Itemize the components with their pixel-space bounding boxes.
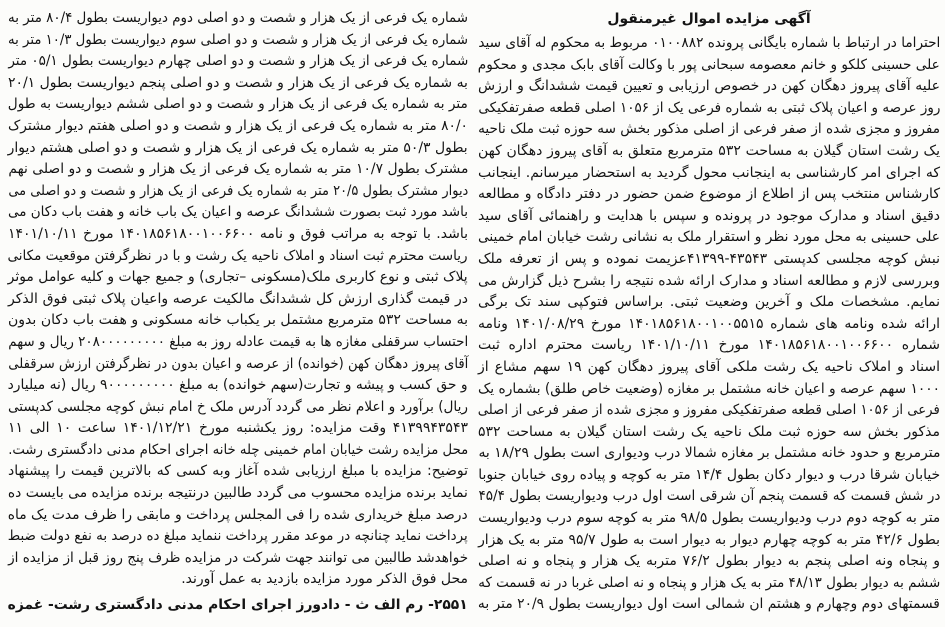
text-line: آقای پیروز دهگان کهن (خوانده) از عرصه و اعیان بدون در نظرگرفتن ارزش سرقفلی bbox=[8, 355, 468, 372]
text-line: احتساب سرقفلی مغازه ها به قیمت عادله روز به مبلغ ۲۰۸۰۰۰۰۰۰۰۰۰ ریال و سهم bbox=[8, 333, 468, 350]
text-line: نمایم. مشخصات ملک و آخرین وضعیت ثبتی. براساس فتوکپی سند تک برگی bbox=[478, 294, 940, 311]
text-line: مترمربع و حدود خانه مشتمل بر مغازه شمالا درب ودیواری است بطول ۱۸/۲۹ به bbox=[478, 445, 940, 462]
text-line: دیوار مشترک بطول ۲۰/۵ متر به شماره یک فرعی از یک هزار و شصت و دو اصلی می bbox=[8, 182, 468, 199]
right-column bbox=[478, 6, 940, 616]
text-line: و پنجاه ونه اصلی پنجم به دیوار بطول ۷۶/۲ متربه یک هزار و پنجاه و نه اصلی bbox=[478, 553, 940, 570]
text-line: خیابان شرقا درب و دیوار دکان بطول ۱۴/۴ متر به کوچه و پیاده روی خیابان جنوبا bbox=[478, 466, 940, 483]
text-line: احتراما در ارتباط با شماره بایگانی پرونده ۰۱۰۰۸۸۲ مربوط به محکوم له آقای سید bbox=[478, 35, 940, 51]
text-line: در قیمت گذاری ارزش کل ششدانگ مالکیت عرصه واعیان پلاک ثبتی فوق الذکر bbox=[8, 290, 468, 307]
text-line: علیه آقای پیروز دهگان کهن در خصوص ارزیابی و تعیین قیمت ششدانگ و ارزش bbox=[478, 78, 940, 95]
text-line: شماره یک فرعی از یک هزار و شصت و دو اصلی دوم دیواریست بطول ۸۰/۴ متر به bbox=[8, 10, 468, 26]
text-line: مفروز و مجزی شده از صفر فرعی از اصلی مذکور بخش سه حوزه ثبت ملک ناحیه bbox=[478, 121, 940, 138]
text-line: محل مزایده رشت خیابان امام خمینی چله خانه اجرای احکام مدنی دادگستری رشت. bbox=[8, 441, 468, 458]
text-line: باشد. با توجه به مراتب فوق و نامه ۱۴۰۱۸۵۶۱۸۰۰۱۰۰۶۶۰۰ مورخ ۱۴۰۱/۱۰/۱۱ bbox=[8, 225, 468, 242]
text-line: فرعی از ۱۰۵۶ اصلی قطعه صفرتفکیکی مفروز و مجزی شده از صفر فرعی از اصلی bbox=[478, 402, 940, 419]
text-line: علی حسینی کلکو و خانم معصومه سبحانی پور با وکالت آقای بابک مجدی و محکوم bbox=[478, 56, 940, 73]
text-line: قسمتهای دوم وچهارم و هشتم ان شمالی است اول دیواریست بطول ۲۰/۹ متر به bbox=[478, 596, 940, 613]
text-line: به مساحت ۵۳۲ مترمربع مشتمل بر یکباب خانه مسکونی و هفت باب دکان بدون bbox=[8, 312, 469, 329]
text-line: کارشناس منتخب پس از اطلاع از موضوع ضمن حضور در دفتر دادگاه و مطالعه bbox=[478, 186, 940, 203]
signature-line: ۲۵۵۱- رم الف ث - دادورز اجرای احکام مدنی دادگستری رشت- غمزه bbox=[8, 597, 468, 614]
text-line: متر به شماره یک فرعی از یک هزار و شصت و دو اصلی ششم دیواریست به طول bbox=[8, 96, 468, 113]
text-line: شماره ۱۴۰۱۸۵۶۱۸۰۰۱۰۰۶۶۰۰ مورخ ۱۴۰۱/۱۰/۱۱ ریاست محترم اداره ثبت bbox=[478, 337, 940, 354]
text-line: ۱۰۰۰ سهم عرصه و اعیان خانه مشتمل بر مغازه (وضعیت خاص طلق) بشماره یک bbox=[478, 380, 940, 397]
text-line: به شماره یک فرعی از یک هزار و شصت و دو اصلی پنجم دیواریست بطول ۲۰/۱ bbox=[8, 74, 468, 91]
text-line: باشد مورد ثبت بصورت ششدانگ عرصه و اعیان یک باب خانه و هفت باب دکان می bbox=[8, 204, 468, 221]
text-line: ارائه شده ونامه های شماره ۱۴۰۱۸۵۶۱۸۰۰۱۰۰۵۵۱۵ مورخ ۱۴۰۱/۰۸/۲۹ ونامه bbox=[478, 315, 940, 332]
text-line: در شش قسمت که قسمت پنجم آن شرقی است اول درب ودیواریست بطول ۴۵/۴ bbox=[478, 488, 940, 505]
text-line: شماره یک فرعی از یک هزار و شصت و دو اصلی سوم دیواریست بطول ۱۰/۳ متر به bbox=[8, 31, 469, 48]
text-line: که اجرای امر کارشناسی به اینجانب محول گردید به استحضار میرسانم. اینجانب bbox=[478, 164, 940, 181]
text-line: و حق کسب و پیشه و تجارت(سهم خوانده) به مبلغ ۹۰۰۰۰۰۰۰۰۰ ریال (نه میلیارد bbox=[8, 377, 468, 394]
text-line: یک رشت استان گیلان به مساحت ۵۳۲ مترمربع متعلق به آقای پیروز دهگان کهن bbox=[478, 142, 940, 159]
text-line: متر به کوچه دوم درب ودیواریست بطول ۹۸/۵ متر به کوچه سوم درب ودیواریست bbox=[478, 510, 940, 527]
text-line: نماید برنده مزایده محسوب می گردد طالبین درنتیجه برنده مزایده می بایست ده bbox=[8, 485, 468, 502]
text-line: وبررسی لازم و مطالعه اسناد و مدارک ارائه شده نتیجه را بشرح ذیل گزارش می bbox=[478, 272, 940, 289]
text-line: علی حسینی به محل مورد نظر و استقرار ملک به نشانی رشت خیابان امام خمینی bbox=[478, 229, 940, 246]
text-line: مشترک بطول ۱۰/۷ متر به شماره یک فرعی از یک هزار و شصت و دو اصلی نهم bbox=[8, 161, 468, 178]
text-line: مذکور بخش سه حوزه ثبت ملک ناحیه یک رشت استان گیلان به مساحت ۵۳۲ bbox=[478, 423, 940, 440]
notice-title: آگهی مزایده اموال غیرمنقول bbox=[607, 11, 811, 27]
text-line: شماره یک فرعی از یک هزار و شصت و دو اصلی چهارم دیواریست بطول ۰۵/۱ متر bbox=[8, 53, 468, 70]
text-line: پلاک ثبتی و نوع کاربری ملک(مسکونی –تجاری) و جمیع جهات و کلیه عوامل موثر bbox=[8, 269, 468, 286]
text-line: ششم به دیوار بطول ۴۸/۱۳ متر به یک هزار و پنجاه و نه اصلی غربا در نه قسمت که bbox=[478, 574, 940, 591]
text-line: توضیح: مزایده با مبلغ ارزیابی شده آغاز وبه کسی که بالاترین قیمت را پیشنهاد bbox=[8, 463, 468, 480]
text-line: محل فوق الذکر مورد مزایده بازدید به عمل آورند. bbox=[181, 571, 468, 588]
text-line: اسناد و املاک ناحیه یک رشت ملکی آقای پیروز دهگان کهن ۱۹ سهم مشاع از bbox=[478, 358, 940, 375]
text-line: دقیق اسناد و مدارک موجود در پرونده و سپس با هدایت و راهنمائی آقای سید bbox=[478, 207, 940, 224]
text-line: نبش کوچه مجلسی کدپستی ۴۳۵۴۳-۴۱۳۹۹عزیمت نموده و پس از تعرفه ملک bbox=[478, 250, 941, 267]
text-line: روز عرصه و اعیان پلاک ثبتی به شماره فرعی یک از ۱۰۵۶ اصلی قطعه صفرتفکیکی bbox=[478, 99, 940, 116]
text-line: بطول ۴۲/۶ متر به کوچه چهارم دیوار به دیوار است به طول ۹۵/۷ متر به یک هزار bbox=[478, 531, 940, 548]
text-line: ریال) برآورد و اعلام نظر می گردد آدرس ملک خ امام نبش کوچه مجلسی کدپستی bbox=[8, 398, 468, 415]
text-line: خواهدشد طالبین می توانند جهت شرکت در مزایده ظرف پنج روز قبل از مزایده از bbox=[8, 549, 468, 566]
left-column bbox=[8, 8, 468, 617]
text-line: درصد مبلغ خریداری شده را فی المجلس پرداخت و مابقی را ظرف مدت یک ماه bbox=[8, 506, 468, 523]
text-line: ریاست محترم ثبت اسناد و املاک ناحیه یک رشت و با در نظرگرفتن موقعیت مکانی bbox=[8, 247, 468, 264]
text-line: ۴۱۳۹۹۴۳۵۴۳ وقت مزایده: روز یکشنبه مورخ ۱۴۰۱/۱۲/۲۱ ساعت ۱۰ الی ۱۱ bbox=[8, 420, 468, 437]
text-line: پرداخت نماید چنانچه در موعد مقرر پرداخت ننماید مبلغ ده درصد به نفع دولت ضبط bbox=[8, 528, 468, 545]
text-line: ۸۰/۰ متر به شماره یک فرعی از یک هزار و شصت و دو اصلی هفتم دیوار مشترک bbox=[8, 117, 468, 134]
text-line: بطول ۵۰/۳ متر به شماره یک فرعی از یک هزار و شصت و دو اصلی هشتم دیوار bbox=[8, 139, 468, 156]
